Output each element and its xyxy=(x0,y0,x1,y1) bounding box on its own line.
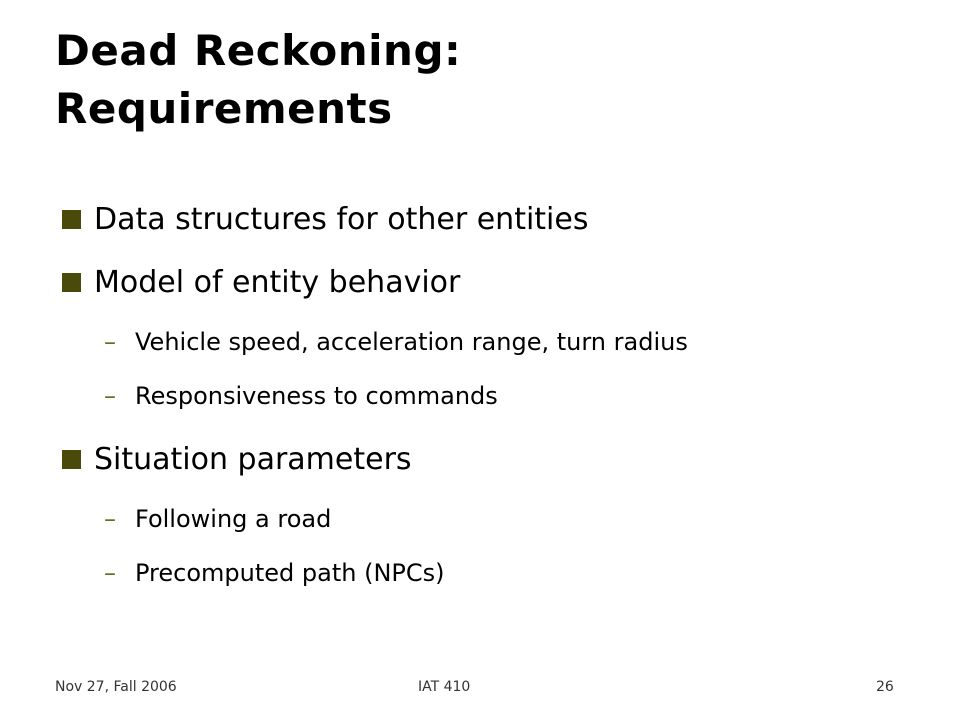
footer-course: IAT 410 xyxy=(418,679,471,695)
square-bullet-icon xyxy=(62,273,81,292)
bullet-text: Data structures for other entities xyxy=(94,202,589,237)
bullet-item-situation-parameters xyxy=(62,440,922,480)
title-line-1: Dead Reckoning: xyxy=(55,26,462,75)
footer-page-number: 26 xyxy=(876,679,894,695)
slide-title xyxy=(55,22,915,138)
sub-item-text: Vehicle speed, acceleration range, turn radius xyxy=(135,328,688,356)
square-bullet-icon xyxy=(62,450,81,469)
square-bullet-icon xyxy=(62,210,81,229)
title-line-2: Requirements xyxy=(55,84,393,133)
sub-item-text: Following a road xyxy=(135,505,332,533)
dash-bullet-icon: – xyxy=(104,328,116,356)
bullet-item-entity-behavior xyxy=(62,263,922,303)
sub-item-following-road xyxy=(62,503,922,535)
sub-item-text: Precomputed path (NPCs) xyxy=(135,559,445,587)
footer-date: Nov 27, Fall 2006 xyxy=(55,679,177,695)
bullet-list xyxy=(62,200,922,611)
dash-bullet-icon: – xyxy=(104,382,116,410)
sub-item-responsiveness xyxy=(62,380,922,412)
sub-item-vehicle-speed xyxy=(62,326,922,358)
dash-bullet-icon: – xyxy=(104,559,116,587)
dash-bullet-icon: – xyxy=(104,505,116,533)
bullet-text: Situation parameters xyxy=(94,442,412,477)
bullet-item-data-structures xyxy=(62,200,922,240)
sub-item-precomputed-path xyxy=(62,557,922,589)
sub-item-text: Responsiveness to commands xyxy=(135,382,498,410)
bullet-text: Model of entity behavior xyxy=(94,265,461,300)
